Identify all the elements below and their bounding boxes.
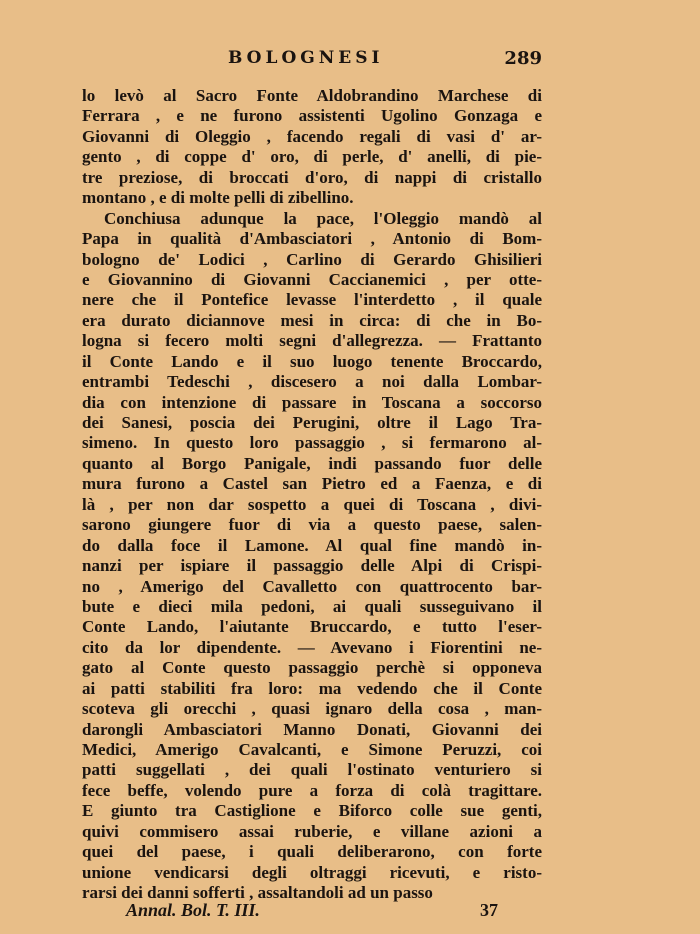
body-text	[82, 86, 542, 904]
text-line: rarsi dei danni sofferti , assaltandoli ad un passo	[82, 883, 433, 903]
text-line: Giovanni di Oleggio , facendo regali di vasi d' ar-	[82, 126, 542, 146]
text-line: do dalla foce il Lamone. Al qual fine mandò in-	[82, 535, 542, 555]
running-title: BOLOGNESI	[228, 48, 384, 68]
text-line: no , Amerigo del Cavalletto con quattrocento bar-	[82, 576, 542, 596]
text-line: Papa in qualità d'Ambasciatori , Antonio di Bom-	[82, 229, 542, 249]
signature-number: 37	[480, 900, 498, 920]
text-line: dei Sanesi, poscia dei Perugini, oltre il Lago Tra-	[82, 413, 542, 432]
text-line: montano , e di molte pelli di zibellino.	[82, 188, 354, 208]
text-line: E giunto tra Castiglione e Biforco colle sue genti,	[82, 801, 542, 821]
text-line: Conte Lando, l'aiutante Bruccardo, e tutto l'eser-	[82, 617, 542, 637]
text-line: là , per non dar sospetto a quei di Toscana , divi-	[82, 494, 542, 514]
text-line: dia con intenzione di passare in Toscana a soccorso	[82, 392, 542, 412]
text-line: ai patti stabiliti fra loro: ma vedendo che il Conte	[82, 678, 542, 698]
text-line: quanto al Borgo Panigale, indi passando fuor delle	[82, 453, 542, 473]
text-line: era durato diciannove mesi in circa: di che in Bo-	[82, 310, 542, 330]
text-line: entrambi Tedeschi , discesero a noi dalla Lombar-	[82, 372, 542, 392]
text-line: simeno. In questo loro passaggio , si fermarono al-	[82, 433, 542, 453]
text-line: patti suggellati , dei quali l'ostinato venturiero si	[82, 760, 542, 780]
text-line: Conchiusa adunque la pace, l'Oleggio mandò al	[104, 208, 542, 228]
page-number: 289	[504, 48, 542, 69]
text-line: lo levò al Sacro Fonte Aldobrandino Marchese di	[82, 86, 542, 105]
text-line: quivi commisero assai ruberie, e villane azioni a	[82, 821, 542, 841]
text-line: Medici, Amerigo Cavalcanti, e Simone Peruzzi, coi	[82, 740, 542, 759]
text-line: gento , di coppe d' oro, di perle, d' anelli, di pie-	[82, 147, 542, 167]
text-line: e Giovannino di Giovanni Caccianemici , per otte-	[82, 269, 542, 289]
text-line: gato al Conte questo passaggio perchè si opponeva	[82, 658, 542, 678]
text-line: unione vendicarsi degli oltraggi ricevuti, e risto-	[82, 862, 542, 882]
text-line: logna si fecero molti segni d'allegrezza. — Frattanto	[82, 331, 542, 351]
text-line: tre preziose, di broccati d'oro, di nappi di cristallo	[82, 167, 542, 187]
signature-mark: Annal. Bol. T. III.	[126, 900, 260, 920]
text-line: bute e dieci mila pedoni, ai quali susseguivano il	[82, 596, 542, 616]
text-line: fece beffe, volendo pure a forza di colà tragittare.	[82, 780, 542, 800]
text-line: mura furono a Castel san Pietro ed a Faenza, e di	[82, 474, 542, 494]
text-line: quei del paese, i quali deliberarono, con forte	[82, 842, 542, 862]
text-line: cito da lor dipendente. — Avevano i Fiorentini ne-	[82, 637, 542, 657]
text-line: darongli Ambasciatori Manno Donati, Giovanni dei	[82, 719, 542, 739]
text-line: nanzi per ispiare il passaggio delle Alpi di Crispi-	[82, 556, 542, 576]
text-line: Ferrara , e ne furono assistenti Ugolino Gonzaga e	[82, 106, 542, 126]
text-line: nere che il Pontefice levasse l'interdetto , il quale	[82, 290, 542, 310]
text-line: sarono giungere fuor di via a questo paese, salen-	[82, 515, 542, 535]
text-line: il Conte Lando e il suo luogo tenente Broccardo,	[82, 351, 542, 371]
text-line: bologno de' Lodici , Carlino di Gerardo Ghisilieri	[82, 249, 542, 269]
text-line: scoteva gli orecchi , quasi ignaro della cosa , man-	[82, 699, 542, 719]
